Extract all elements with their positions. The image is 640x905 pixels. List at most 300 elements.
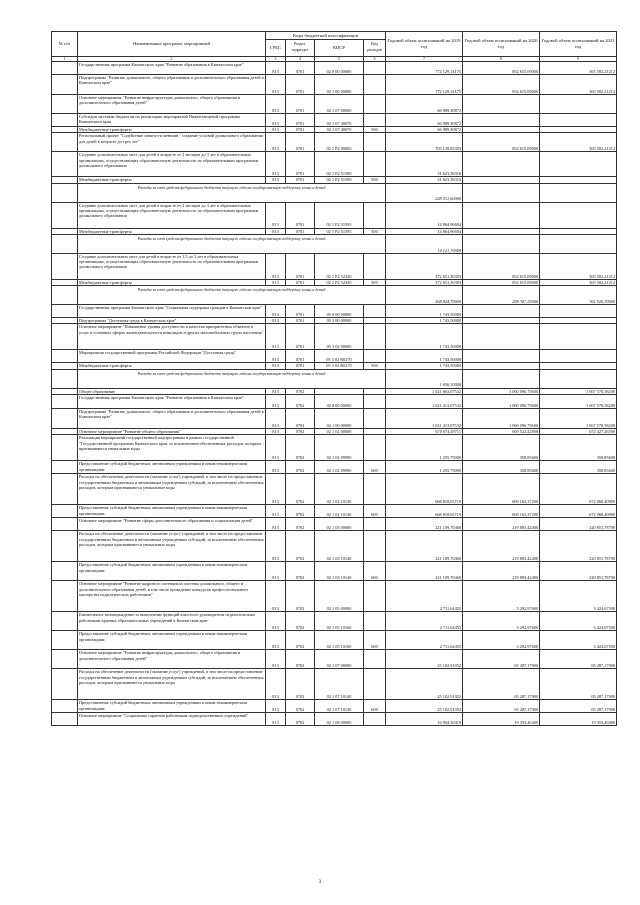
column-index-cell: 8 bbox=[463, 57, 540, 62]
row-name: Общее образование bbox=[78, 388, 266, 394]
note-text: Расходы за счет средств федерального бюджета текущего года на государственную поддержку семьи и детей bbox=[78, 183, 386, 202]
amount-2021 bbox=[540, 369, 617, 388]
code-rzpr: 0702 bbox=[286, 669, 315, 700]
amount-2020 bbox=[463, 369, 540, 388]
code-vr: 600 bbox=[364, 461, 386, 474]
amount-2019: 25 102,91052 bbox=[386, 669, 463, 700]
amount-2021 bbox=[540, 350, 617, 363]
row-num-cell bbox=[52, 234, 78, 253]
code-csr: 02 1 07 40070 bbox=[315, 114, 364, 127]
amount-2019: 1 743,50000 bbox=[386, 324, 463, 350]
code-csr: 02 1 P2 51595 bbox=[315, 202, 364, 228]
amount-2019: 221 109,70460 bbox=[386, 531, 463, 562]
amount-2021: 220 851,78700 bbox=[540, 531, 617, 562]
amount-2020: 3 292,97600 bbox=[463, 612, 540, 631]
amount-2021: 65 287,17900 bbox=[540, 650, 617, 669]
amount-2021: 220 851,78700 bbox=[540, 518, 617, 531]
code-grbs: 813 bbox=[266, 700, 286, 713]
code-csr: 05 3 02 00000 bbox=[315, 324, 364, 350]
code-vr bbox=[364, 650, 386, 669]
row-num-cell bbox=[52, 518, 78, 531]
amount-2019: 772 129,14175 bbox=[386, 62, 463, 75]
amount-2020 bbox=[463, 114, 540, 127]
code-csr: 02 1 07 00000 bbox=[315, 650, 364, 669]
row-num-cell bbox=[52, 114, 78, 127]
code-csr: 05 3 00 00000 bbox=[315, 318, 364, 324]
code-csr: 02 1 08 00000 bbox=[315, 713, 364, 726]
amount-2019: 31 623,58316 bbox=[386, 177, 463, 183]
code-rzpr: 0701 bbox=[286, 127, 315, 133]
amount-2020: 219 883,42400 bbox=[463, 518, 540, 531]
table-row bbox=[52, 669, 617, 700]
code-grbs: 813 bbox=[266, 713, 286, 726]
amount-2019: 1 743,50000 bbox=[386, 350, 463, 363]
row-num-cell bbox=[52, 612, 78, 631]
amount-2020: 852 615,09000 bbox=[463, 133, 540, 152]
table-row bbox=[52, 474, 617, 505]
note-text: Расходы за счет средств федерального бюджета текущего года на государственную поддержку семьи и детей bbox=[78, 286, 386, 305]
row-num-cell bbox=[52, 253, 78, 279]
amount-2021: 3 424,67500 bbox=[540, 631, 617, 650]
code-rzpr: 0702 bbox=[286, 518, 315, 531]
amount-2019: 1 021 413,07532 bbox=[386, 395, 463, 409]
code-csr: 02 1 05 10160 bbox=[315, 631, 364, 650]
amount-2019: 668 818,65710 bbox=[386, 474, 463, 505]
amount-2021: 672 427,26500 bbox=[540, 429, 617, 435]
row-num-cell bbox=[52, 700, 78, 713]
amount-2020 bbox=[463, 305, 540, 318]
code-vr bbox=[364, 395, 386, 409]
code-csr: 05 3 02 R0270 bbox=[315, 363, 364, 369]
row-num-cell bbox=[52, 435, 78, 461]
column-index-cell: 7 bbox=[386, 57, 463, 62]
amount-2020: 65 287,17900 bbox=[463, 669, 540, 700]
code-rzpr: 0701 bbox=[286, 363, 315, 369]
table-row bbox=[52, 631, 617, 650]
amount-2020 bbox=[463, 234, 540, 253]
row-name: Межбюджетные трансферты bbox=[78, 177, 266, 183]
code-grbs: 813 bbox=[266, 388, 286, 394]
table-row bbox=[52, 713, 617, 726]
header-year-2019: Годовой объем ассигнований на 2019 год bbox=[386, 32, 463, 57]
code-vr bbox=[364, 713, 386, 726]
code-csr: 02 0 00 00000 bbox=[315, 62, 364, 75]
row-name: Создание дополнительных мест для детей в возрасте от 1,5 до 3 лет в образовательных организациях, осуществляющих образовательную деятельность по образовательным программам дошкольного образования bbox=[78, 253, 266, 279]
amount-2019: 772 129,14175 bbox=[386, 75, 463, 95]
amount-2020: 19 353,40400 bbox=[463, 713, 540, 726]
amount-2019: 66 989,30872 bbox=[386, 114, 463, 127]
row-num-cell bbox=[52, 305, 78, 318]
code-rzpr: 0702 bbox=[286, 395, 315, 409]
code-csr: 02 1 02 00000 bbox=[315, 429, 364, 435]
code-vr bbox=[364, 531, 386, 562]
amount-2021: 365 582,21212 bbox=[540, 62, 617, 75]
amount-2021 bbox=[540, 305, 617, 318]
row-num-cell bbox=[52, 62, 78, 75]
code-grbs: 813 bbox=[266, 305, 286, 318]
row-num-cell bbox=[52, 713, 78, 726]
row-name: Межбюджетные трансферты bbox=[78, 279, 266, 285]
amount-2021 bbox=[540, 114, 617, 127]
code-csr: 02 1 05 00000 bbox=[315, 581, 364, 612]
code-rzpr: 0701 bbox=[286, 133, 315, 152]
code-vr: 600 bbox=[364, 700, 386, 713]
code-csr: 02 1 P2 51595 bbox=[315, 228, 364, 234]
code-rzpr: 0702 bbox=[286, 631, 315, 650]
code-rzpr: 0701 bbox=[286, 279, 315, 285]
row-name: Межбюджетные трансферты bbox=[78, 228, 266, 234]
row-name: Расходы на обеспечение деятельности (оказание услуг) учреждений, в том числе на предоставление государственным бюджетным и автономным учреждениям субсидий, за исключением обеспеченных расходов, которым присваиваются уникальные коды bbox=[78, 669, 266, 700]
header-year-2020: Годовой объем ассигнований на 2020 год bbox=[463, 32, 540, 57]
row-name: Государственная программа Камчатского края "Развитие образования в Камчатском крае" bbox=[78, 62, 266, 75]
table-row bbox=[52, 350, 617, 363]
amount-2019: 368 924,79000 bbox=[386, 286, 463, 305]
row-name: Основное мероприятие "Развитие инфраструктуры дошкольного, общего образования и дополнительного образования детей" bbox=[78, 95, 266, 114]
row-name: Региональный проект "Содействие занятости женщин - создание условий дошкольного образования для детей в возрасте до трех лет" bbox=[78, 133, 266, 152]
amount-2019: 668 818,65710 bbox=[386, 505, 463, 518]
amount-2019: 372 651,30303 bbox=[386, 253, 463, 279]
code-grbs: 813 bbox=[266, 95, 286, 114]
budget-table-sheet bbox=[51, 31, 616, 726]
code-grbs: 813 bbox=[266, 279, 286, 285]
note-row bbox=[52, 369, 617, 388]
code-rzpr: 0701 bbox=[286, 350, 315, 363]
amount-2021: 358,85600 bbox=[540, 435, 617, 461]
amount-2019: 221 109,70460 bbox=[386, 518, 463, 531]
code-grbs: 813 bbox=[266, 62, 286, 75]
budget-table bbox=[51, 31, 617, 726]
code-csr: 02 1 02 10140 bbox=[315, 474, 364, 505]
code-grbs: 813 bbox=[266, 650, 286, 669]
code-rzpr: 0702 bbox=[286, 435, 315, 461]
code-grbs: 813 bbox=[266, 75, 286, 95]
table-row bbox=[52, 461, 617, 474]
table-row bbox=[52, 518, 617, 531]
code-csr: 02 1 P2 51590 bbox=[315, 152, 364, 177]
amount-2021: 220 851,78700 bbox=[540, 562, 617, 581]
header-row-top bbox=[52, 32, 617, 40]
code-vr bbox=[364, 435, 386, 461]
amount-2020: 65 287,17900 bbox=[463, 700, 540, 713]
row-num-cell bbox=[52, 581, 78, 612]
header-grbs: ГРБС bbox=[266, 40, 286, 57]
amount-2019: 2 711,64455 bbox=[386, 581, 463, 612]
table-row bbox=[52, 650, 617, 669]
code-csr: 05 0 00 00000 bbox=[315, 305, 364, 318]
code-csr: 02 1 05 10160 bbox=[315, 612, 364, 631]
amount-2021 bbox=[540, 152, 617, 177]
row-name: Основное мероприятие "Социальные гарантии работникам подведомственных учреждений" bbox=[78, 713, 266, 726]
amount-2020: 298 397,25000 bbox=[463, 286, 540, 305]
table-row bbox=[52, 409, 617, 429]
amount-2019: 1 021 663,07532 bbox=[386, 388, 463, 394]
note-row bbox=[52, 286, 617, 305]
row-name: Расходы на обеспечение деятельности (оказание услуг) учреждений, в том числе на предоставление государственным бюджетным и автономным учреждениям субсидий, за исключением обеспеченных расходов, которым присваиваются уникальные коды bbox=[78, 531, 266, 562]
page-number: 3 bbox=[318, 880, 322, 885]
code-rzpr: 0701 bbox=[286, 95, 315, 114]
amount-2020: 358,85600 bbox=[463, 461, 540, 474]
amount-2020: 852 615,09000 bbox=[463, 62, 540, 75]
code-vr: 500 bbox=[364, 363, 386, 369]
code-vr: 600 bbox=[364, 505, 386, 518]
row-name: Реализация мероприятий государственной подпрограммы в рамках государственной "Государственной программы Камчатского края, за исключением обеспеченных расходов, которым присваиваются уникальные коды bbox=[78, 435, 266, 461]
code-rzpr: 0702 bbox=[286, 713, 315, 726]
row-num-cell bbox=[52, 202, 78, 228]
amount-2019: 670 074,49711 bbox=[386, 429, 463, 435]
row-name: Предоставление субсидий бюджетным, автономным учреждениям и иным некоммерческим организациям bbox=[78, 700, 266, 713]
column-index-cell: 6 bbox=[364, 57, 386, 62]
row-num-cell bbox=[52, 505, 78, 518]
amount-2020 bbox=[463, 350, 540, 363]
row-num-cell bbox=[52, 324, 78, 350]
amount-2020: 669 163,37200 bbox=[463, 505, 540, 518]
amount-2019: 16 904,50419 bbox=[386, 713, 463, 726]
code-rzpr: 0701 bbox=[286, 114, 315, 127]
amount-2019: 1 743,50000 bbox=[386, 305, 463, 318]
row-name: Создание дополнительных мест для детей в возрасте от 2 месяцев до 3 лет в образовательных организациях, осуществляющих образовательную деятельность по образовательным программам дошкольного образования bbox=[78, 202, 266, 228]
code-grbs: 813 bbox=[266, 429, 286, 435]
code-rzpr: 0701 bbox=[286, 75, 315, 95]
row-name: Подпрограмма "Доступная среда в Камчатском крае" bbox=[78, 318, 266, 324]
code-vr bbox=[364, 474, 386, 505]
note-text: Расходы за счет средств федерального бюджета текущего года на государственную поддержку семьи и детей bbox=[78, 234, 386, 253]
code-vr bbox=[364, 133, 386, 152]
row-name: Основное мероприятие "Развитие инфраструктуры дошкольного, общего образования и дополнительного образования детей" bbox=[78, 650, 266, 669]
amount-2020: 852 615,09000 bbox=[463, 253, 540, 279]
code-grbs: 813 bbox=[266, 409, 286, 429]
amount-2020 bbox=[463, 202, 540, 228]
code-csr: 02 1 07 10140 bbox=[315, 669, 364, 700]
amount-2019: 25 102,91052 bbox=[386, 700, 463, 713]
code-vr bbox=[364, 305, 386, 318]
table-row bbox=[52, 324, 617, 350]
row-name: Предоставление субсидий бюджетным, автономным учреждениям и иным некоммерческим организациям bbox=[78, 505, 266, 518]
table-row bbox=[52, 75, 617, 95]
amount-2021: 1 067 578,58200 bbox=[540, 388, 617, 394]
header-vr: Вид расходов bbox=[364, 40, 386, 57]
table-row bbox=[52, 253, 617, 279]
row-num-cell bbox=[52, 95, 78, 114]
code-vr: 500 bbox=[364, 177, 386, 183]
code-grbs: 813 bbox=[266, 631, 286, 650]
code-csr: 02 1 00 00000 bbox=[315, 75, 364, 95]
amount-2019: 25 102,91052 bbox=[386, 650, 463, 669]
row-name: Мероприятия государственной программы Российской Федерации "Доступная среда" bbox=[78, 350, 266, 363]
amount-2021: 358,85600 bbox=[540, 461, 617, 474]
amount-2021: 365 582,21212 bbox=[540, 279, 617, 285]
row-num-cell bbox=[52, 183, 78, 202]
amount-2020: 669 522,22800 bbox=[463, 429, 540, 435]
table-row bbox=[52, 202, 617, 228]
amount-2021: 365 582,21212 bbox=[540, 75, 617, 95]
code-grbs: 813 bbox=[266, 518, 286, 531]
column-index-cell: 2 bbox=[78, 57, 266, 62]
code-rzpr: 0702 bbox=[286, 612, 315, 631]
amount-2019: 228 531,60000 bbox=[386, 183, 463, 202]
code-grbs: 813 bbox=[266, 177, 286, 183]
code-rzpr: 0702 bbox=[286, 409, 315, 429]
code-vr bbox=[364, 350, 386, 363]
note-row bbox=[52, 183, 617, 202]
code-csr: 02 0 00 00000 bbox=[315, 395, 364, 409]
row-num-cell bbox=[52, 531, 78, 562]
code-grbs: 813 bbox=[266, 318, 286, 324]
code-grbs: 813 bbox=[266, 505, 286, 518]
code-rzpr: 0701 bbox=[286, 305, 315, 318]
row-num-cell bbox=[52, 152, 78, 177]
code-rzpr: 0702 bbox=[286, 388, 315, 394]
code-grbs: 813 bbox=[266, 202, 286, 228]
amount-2020: 358,85600 bbox=[463, 435, 540, 461]
header-codes-group: Коды бюджетной классификации bbox=[266, 32, 386, 40]
code-rzpr: 0702 bbox=[286, 562, 315, 581]
header-num: № п/п bbox=[52, 32, 78, 57]
amount-2020: 3 292,97600 bbox=[463, 581, 540, 612]
amount-2019: 31 623,58316 bbox=[386, 152, 463, 177]
code-csr: 02 1 02 10140 bbox=[315, 505, 364, 518]
code-grbs: 813 bbox=[266, 363, 286, 369]
code-grbs: 813 bbox=[266, 581, 286, 612]
amount-2020: 1 060 096,75600 bbox=[463, 388, 540, 394]
column-index-cell: 3 bbox=[266, 57, 286, 62]
header-rzpr: Раздел, подраздел bbox=[286, 40, 315, 57]
amount-2021: 672 068,40900 bbox=[540, 474, 617, 505]
row-name: Расходы на обеспечение деятельности (оказание услуг) учреждений, в том числе на предоставление государственным бюджетным и автономным учреждениям субсидий, за исключением обеспеченных расходов, которым присваиваются уникальные коды bbox=[78, 474, 266, 505]
amount-2021: 361 926,39000 bbox=[540, 286, 617, 305]
table-body bbox=[52, 62, 617, 726]
amount-2019: 1 255,75000 bbox=[386, 461, 463, 474]
code-vr bbox=[364, 518, 386, 531]
row-num-cell bbox=[52, 409, 78, 429]
code-grbs: 813 bbox=[266, 152, 286, 177]
code-csr: 02 1 P2 52320 bbox=[315, 279, 364, 285]
row-num-cell bbox=[52, 669, 78, 700]
code-vr bbox=[364, 62, 386, 75]
amount-2019: 14 864,96694 bbox=[386, 202, 463, 228]
amount-2019: 2 711,64455 bbox=[386, 612, 463, 631]
code-csr: 02 1 03 10140 bbox=[315, 531, 364, 562]
row-name: Подпрограмма "Развитие дошкольного, общего образования и дополнительного образования детей в Камчатском крае" bbox=[78, 409, 266, 429]
column-index-cell: 1 bbox=[52, 57, 78, 62]
code-vr bbox=[364, 581, 386, 612]
row-num-cell bbox=[52, 562, 78, 581]
code-grbs: 813 bbox=[266, 253, 286, 279]
row-name: Предоставление субсидий бюджетным, автономным учреждениям и иным некоммерческим организациям bbox=[78, 461, 266, 474]
code-rzpr: 0702 bbox=[286, 474, 315, 505]
code-vr bbox=[364, 253, 386, 279]
amount-2019: 14 864,96694 bbox=[386, 228, 463, 234]
amount-2021: 65 287,17900 bbox=[540, 700, 617, 713]
amount-2019: 705 139,83303 bbox=[386, 133, 463, 152]
table-row bbox=[52, 95, 617, 114]
code-rzpr: 0702 bbox=[286, 650, 315, 669]
row-name: Подпрограмма "Развитие дошкольного, общего образования и дополнительного образования детей в Камчатском крае" bbox=[78, 75, 266, 95]
code-grbs: 813 bbox=[266, 612, 286, 631]
row-num-cell bbox=[52, 75, 78, 95]
amount-2021: 672 068,40900 bbox=[540, 505, 617, 518]
code-rzpr: 0701 bbox=[286, 253, 315, 279]
amount-2019: 221 109,70460 bbox=[386, 562, 463, 581]
row-name: Основное мероприятие "Развитие сферы дополнительного образования и социализации детей" bbox=[78, 518, 266, 531]
note-text: Расходы за счет средств федерального бюджета текущего года на государственную поддержку семьи и детей bbox=[78, 369, 386, 388]
code-csr: 02 1 07 10140 bbox=[315, 700, 364, 713]
amount-2019: 1 255,75000 bbox=[386, 435, 463, 461]
amount-2021: 19 353,40400 bbox=[540, 713, 617, 726]
amount-2020 bbox=[463, 324, 540, 350]
code-csr: 05 3 02 R0270 bbox=[315, 350, 364, 363]
note-row bbox=[52, 234, 617, 253]
row-name: Основное мероприятие "Развитие общего образования" bbox=[78, 429, 266, 435]
code-rzpr: 0702 bbox=[286, 581, 315, 612]
column-index-cell: 4 bbox=[286, 57, 315, 62]
code-rzpr: 0701 bbox=[286, 62, 315, 75]
table-row bbox=[52, 531, 617, 562]
amount-2021 bbox=[540, 202, 617, 228]
code-vr bbox=[364, 669, 386, 700]
table-row bbox=[52, 700, 617, 713]
code-csr: 02 1 07 40070 bbox=[315, 127, 364, 133]
amount-2020: 669 163,37200 bbox=[463, 474, 540, 505]
code-vr bbox=[364, 409, 386, 429]
code-rzpr: 0701 bbox=[286, 202, 315, 228]
code-grbs: 813 bbox=[266, 350, 286, 363]
code-rzpr: 0701 bbox=[286, 152, 315, 177]
amount-2019: 1 656,30000 bbox=[386, 369, 463, 388]
amount-2019: 1 021 413,07532 bbox=[386, 409, 463, 429]
code-rzpr: 0701 bbox=[286, 318, 315, 324]
code-vr bbox=[364, 95, 386, 114]
amount-2019: 1 743,50000 bbox=[386, 318, 463, 324]
code-vr bbox=[364, 152, 386, 177]
row-num-cell bbox=[52, 631, 78, 650]
code-rzpr: 0702 bbox=[286, 505, 315, 518]
code-grbs: 813 bbox=[266, 114, 286, 127]
code-vr: 500 bbox=[364, 279, 386, 285]
code-vr bbox=[364, 324, 386, 350]
code-rzpr: 0701 bbox=[286, 177, 315, 183]
code-grbs: 813 bbox=[266, 435, 286, 461]
row-name: Межбюджетные трансферты bbox=[78, 363, 266, 369]
amount-2021 bbox=[540, 324, 617, 350]
amount-2021: 1 067 578,58200 bbox=[540, 409, 617, 429]
row-name: Государственная программа Камчатского края "Развитие образования в Камчатском крае" bbox=[78, 395, 266, 409]
code-csr: 02 1 03 00000 bbox=[315, 518, 364, 531]
amount-2021: 1 067 578,58200 bbox=[540, 395, 617, 409]
code-grbs: 813 bbox=[266, 461, 286, 474]
table-row bbox=[52, 581, 617, 612]
code-vr: 500 bbox=[364, 228, 386, 234]
header-year-2021: Годовой объем ассигнований на 2021 год bbox=[540, 32, 617, 57]
code-csr: 02 1 02 09990 bbox=[315, 461, 364, 474]
code-grbs: 813 bbox=[266, 474, 286, 505]
code-grbs: 813 bbox=[266, 531, 286, 562]
table-row bbox=[52, 305, 617, 318]
row-name: Предоставление субсидий бюджетным, автономным учреждениям и иным некоммерческим организациям bbox=[78, 562, 266, 581]
code-grbs: 813 bbox=[266, 324, 286, 350]
amount-2021 bbox=[540, 234, 617, 253]
code-rzpr: 0702 bbox=[286, 461, 315, 474]
table-row bbox=[52, 429, 617, 435]
amount-2020 bbox=[463, 183, 540, 202]
code-csr: 02 1 P2 52320 bbox=[315, 253, 364, 279]
amount-2020: 1 060 096,75600 bbox=[463, 409, 540, 429]
code-grbs: 813 bbox=[266, 395, 286, 409]
table-row bbox=[52, 505, 617, 518]
code-csr: 02 1 P2 00000 bbox=[315, 133, 364, 152]
table-row bbox=[52, 562, 617, 581]
amount-2021: 65 287,17900 bbox=[540, 669, 617, 700]
code-rzpr: 0701 bbox=[286, 228, 315, 234]
